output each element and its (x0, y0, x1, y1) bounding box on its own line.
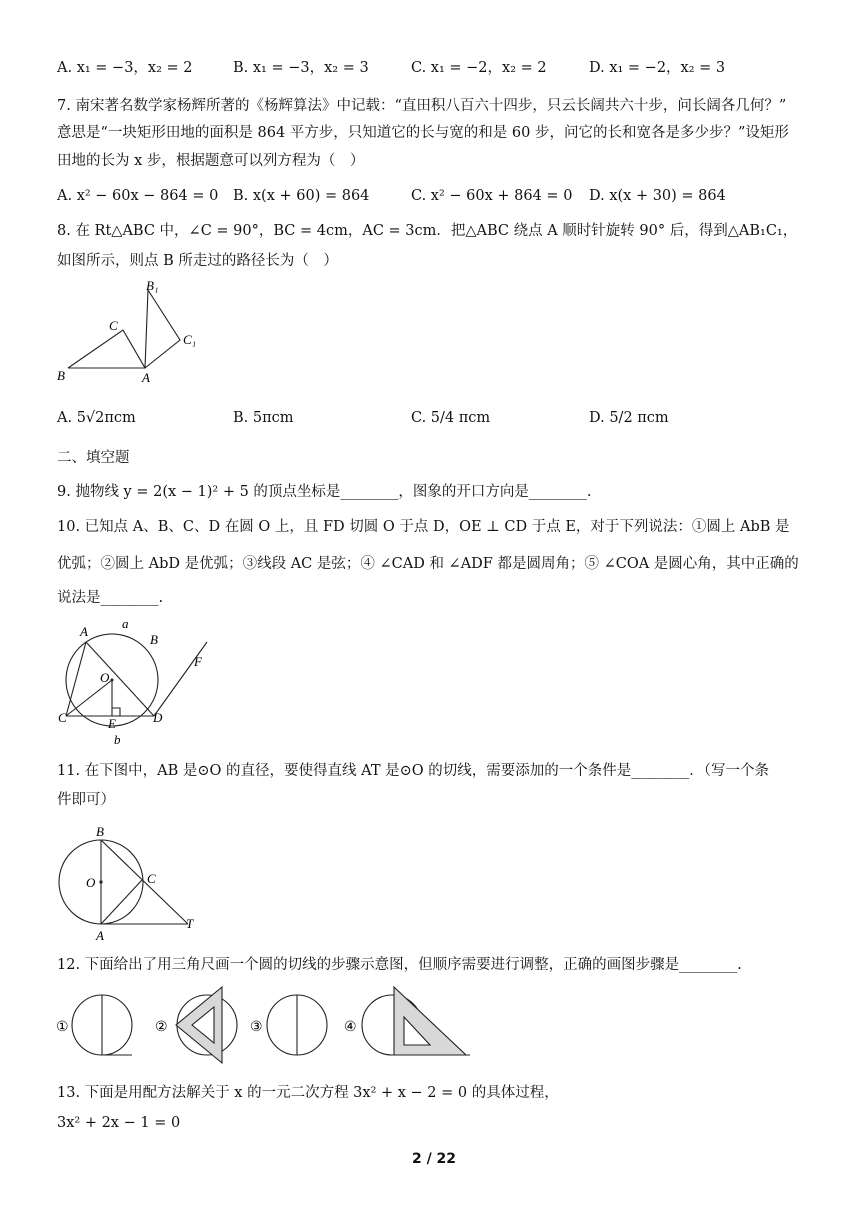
q8-label-b1: B₁ (146, 278, 159, 293)
q8-option-b: B. 5πcm (233, 410, 294, 426)
q8-line-1: 8. 在 Rt△ABC 中，∠C = 90°，BC = 4cm，AC = 3cm．把△ABC 绕点 A 顺时针旋转 90° 后，得到△AB₁C₁， (57, 223, 798, 239)
q13-text: 13. 下面是用配方法解关于 x 的一元二次方程 3x² + x − 2 = 0 的具体过程， (57, 1085, 559, 1101)
q8-option-d: D. 5/2 πcm (589, 410, 669, 426)
q7-option-a: A. x² − 60x − 864 = 0 (57, 188, 219, 204)
q8-option-a: A. 5√2πcm (57, 410, 136, 426)
q11-line-2: 件即可） (57, 792, 115, 808)
q6-option-a: A. x₁ = −3，x₂ = 2 (57, 60, 193, 76)
q10-line-2: 优弧；②圆上 AbD 是优弧；③线段 AC 是弦；④ ∠CAD 和 ∠ADF 都是圆周角；⑤ ∠COA 是圆心角，其中正确的 (57, 556, 799, 572)
q11-label-t: T (186, 916, 194, 931)
q10-label-e: E (108, 716, 116, 731)
q8-label-a: A (142, 370, 150, 385)
q8-label-c1: C₁ (183, 332, 197, 347)
q10-label-o: O (100, 670, 110, 685)
q10-label-arc-b: b (114, 732, 121, 747)
q8-line-2: 如图所示，则点 B 所走过的路径长为（ ） (57, 253, 338, 269)
q12-step-4-drawing (362, 987, 470, 1055)
q12-step-3-drawing (267, 995, 327, 1055)
q8-label-b: B (57, 368, 65, 383)
q6-option-c: C. x₁ = −2，x₂ = 2 (411, 60, 547, 76)
q12-step-2-label: ② (155, 1020, 168, 1035)
q12-step-1-drawing (72, 995, 132, 1055)
q10-circle-figure (52, 612, 222, 750)
q7-line-3: 田地的长为 x 步，根据题意可以列方程为（ ） (57, 153, 365, 169)
q11-line-1: 11. 在下图中，AB 是⊙O 的直径，要使得直线 AT 是⊙O 的切线，需要添加的一个条件是________．（写一个条 (57, 763, 770, 779)
q7-line-2: 意思是“一块矩形田地的面积是 864 平方步，只知道它的长与宽的和是 60 步，问它的长和宽各是多少步？”设矩形 (57, 125, 789, 141)
q12-step-3-label: ③ (250, 1020, 263, 1035)
q9-text: 9. 抛物线 y = 2(x − 1)² + 5 的顶点坐标是________，图象的开口方向是________. (57, 484, 592, 500)
q7-option-c: C. x² − 60x + 864 = 0 (411, 188, 573, 204)
section-2-heading: 二、填空题 (57, 450, 130, 466)
q10-line-1: 10. 已知点 A、B、C、D 在圆 O 上，且 FD 切圆 O 于点 D，OE ⊥ CD 于点 E，对于下列说法：①圆上 AbB 是 (57, 519, 790, 535)
q12-text: 12. 下面给出了用三角尺画一个圆的切线的步骤示意图，但顺序需要进行调整，正确的画图步骤是________. (57, 957, 742, 973)
q10-label-d: D (153, 710, 163, 725)
q11-label-a: A (96, 928, 104, 943)
q11-label-c: C (147, 871, 156, 886)
q6-option-b: B. x₁ = −3，x₂ = 3 (233, 60, 369, 76)
q8-triangle-figure (50, 278, 210, 388)
q11-circle-figure (52, 820, 212, 946)
q10-label-c: C (58, 710, 67, 725)
q8-option-c: C. 5/4 πcm (411, 410, 491, 426)
q10-label-b: B (150, 632, 158, 647)
q12-step-4-label: ④ (344, 1020, 357, 1035)
q12-steps-figure (52, 985, 482, 1065)
q7-option-b: B. x(x + 60) = 864 (233, 188, 370, 204)
q6-option-d: D. x₁ = −2，x₂ = 3 (589, 60, 726, 76)
q10-label-a: A (80, 624, 88, 639)
q10-label-arc-a: a (122, 616, 129, 631)
q12-step-1-label: ① (56, 1020, 69, 1035)
q7-option-d: D. x(x + 30) = 864 (589, 188, 726, 204)
q12-step-2-drawing (176, 987, 237, 1063)
q13-equation: 3x² + 2x − 1 = 0 (57, 1115, 181, 1131)
q8-label-c: C (109, 318, 118, 333)
q10-label-f: F (194, 654, 202, 669)
q10-line-3: 说法是________. (57, 590, 164, 606)
page-number: 2 / 22 (411, 1151, 457, 1167)
q11-label-o: O (86, 875, 96, 890)
q7-line-1: 7. 南宋著名数学家杨辉所著的《杨辉算法》中记载：“直田积八百六十四步，只云长阔共六十步，问长阔各几何？” (57, 98, 787, 114)
q11-label-b: B (96, 824, 104, 839)
